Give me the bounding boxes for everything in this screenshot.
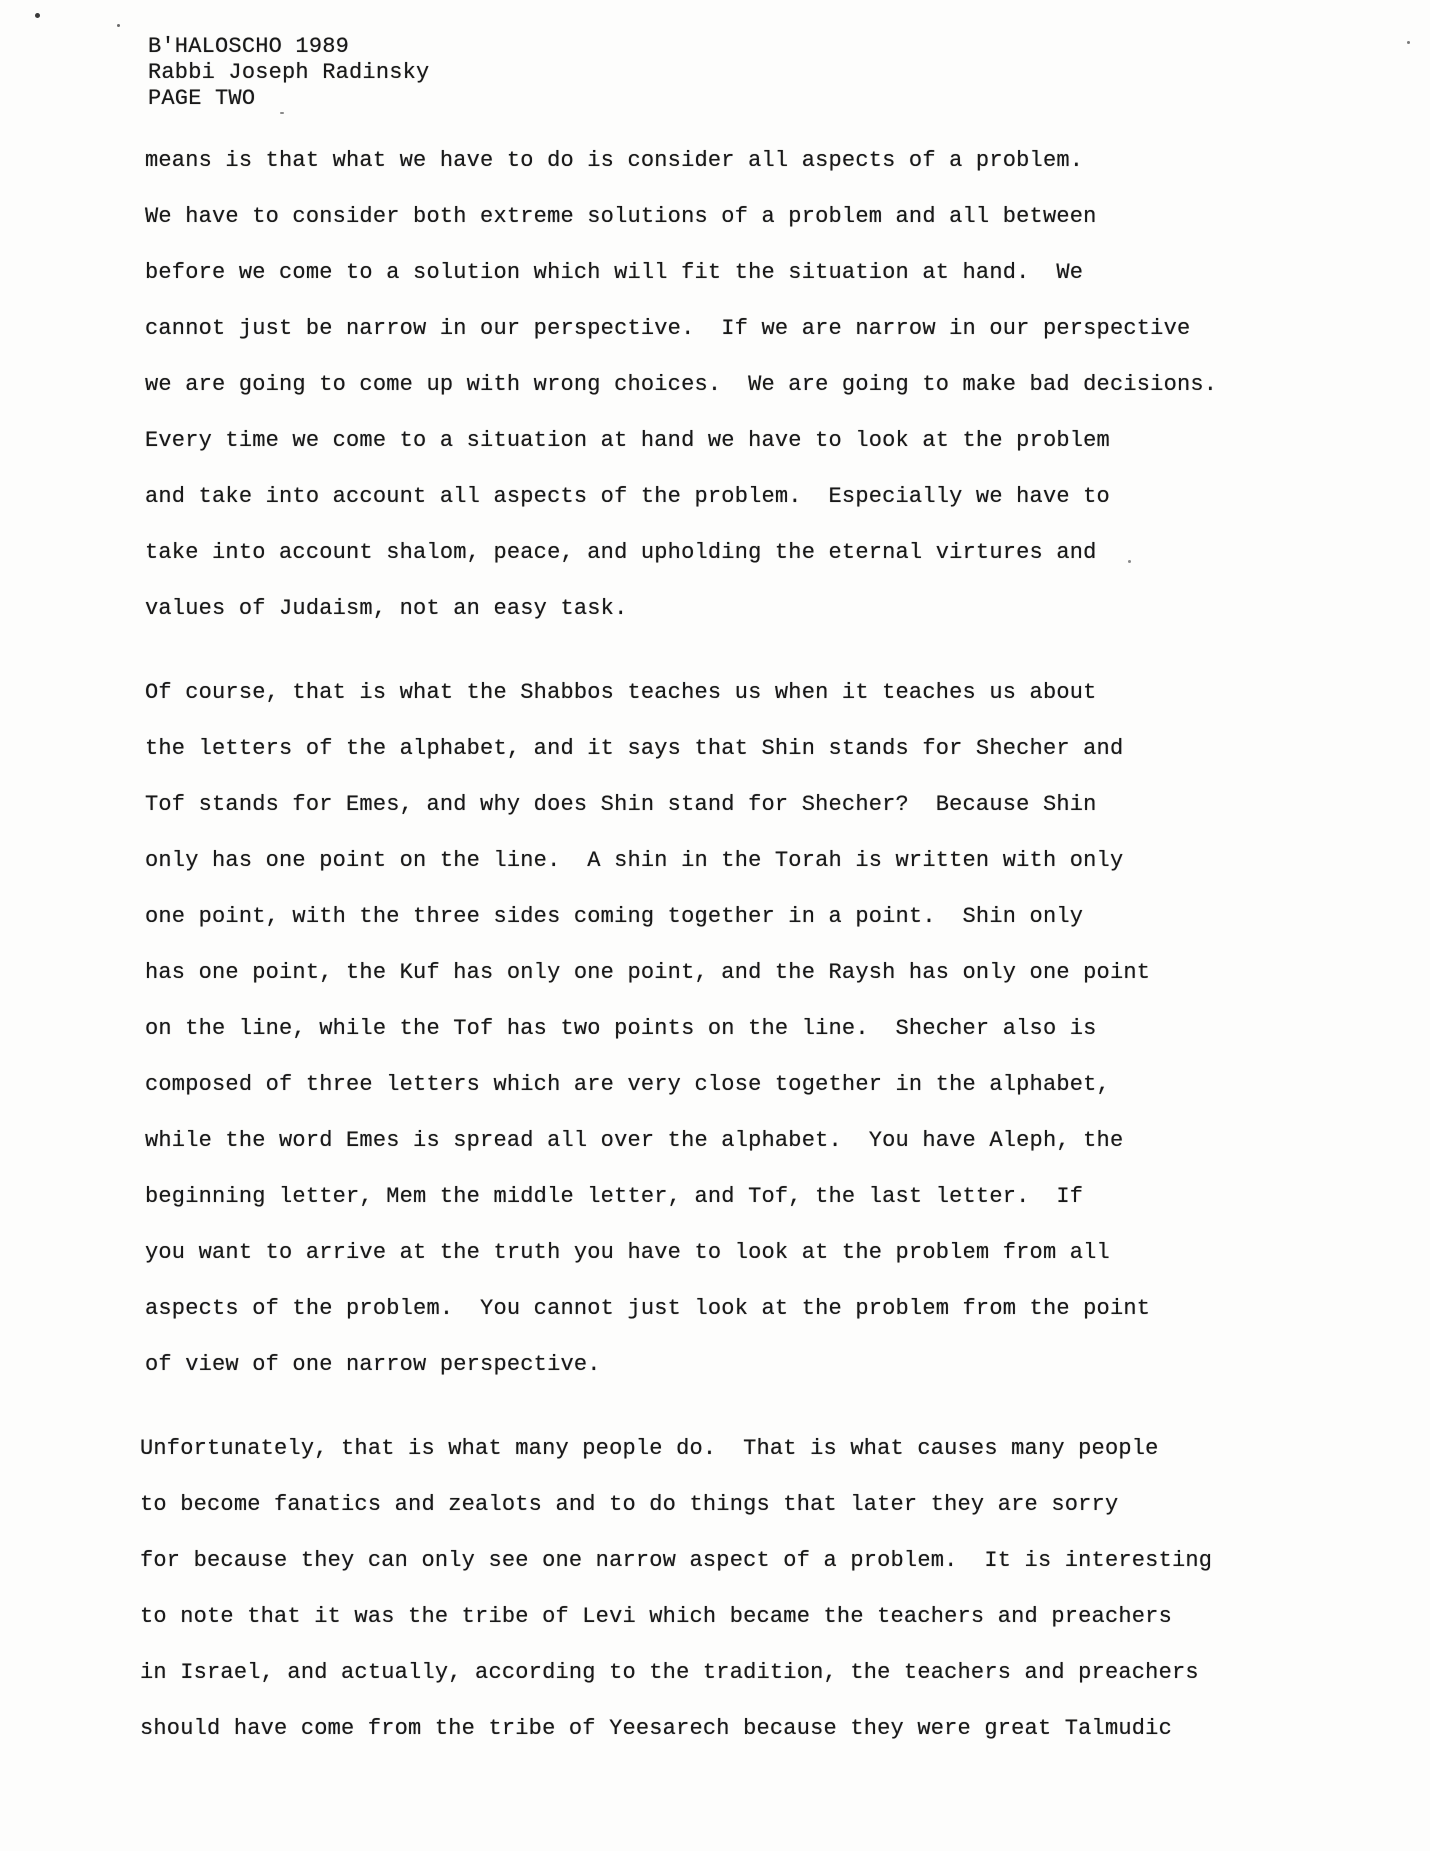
text-line: to become fanatics and zealots and to do things that later they are sorry — [140, 1492, 1119, 1517]
paragraph-2 — [145, 665, 1150, 1393]
text-line: we are going to come up with wrong choices. We are going to make bad decisions. — [145, 372, 1218, 397]
text-line: the letters of the alphabet, and it says that Shin stands for Shecher and — [145, 736, 1124, 761]
text-line: We have to consider both extreme solutions of a problem and all between — [145, 204, 1097, 229]
text-line: only has one point on the line. A shin in the Torah is written with only — [145, 848, 1124, 873]
text-line: of view of one narrow perspective. — [145, 1352, 601, 1377]
text-line: in Israel, and actually, according to the tradition, the teachers and preachers — [140, 1660, 1199, 1685]
text-line: should have come from the tribe of Yeesarech because they were great Talmudic — [140, 1716, 1172, 1741]
text-line: has one point, the Kuf has only one point, and the Raysh has only one point — [145, 960, 1151, 985]
scan-artifact — [1407, 41, 1410, 44]
text-line: to note that it was the tribe of Levi which became the teachers and preachers — [140, 1604, 1172, 1629]
header-title: B'HALOSCHO 1989 — [148, 34, 350, 59]
scan-artifact — [35, 13, 40, 18]
text-line: Every time we come to a situation at hand we have to look at the problem — [145, 428, 1110, 453]
text-line: take into account shalom, peace, and upholding the eternal virtures and — [145, 540, 1097, 565]
text-line: on the line, while the Tof has two points on the line. Shecher also is — [145, 1016, 1097, 1041]
text-line: Of course, that is what the Shabbos teaches us when it teaches us about — [145, 680, 1097, 705]
text-line: while the word Emes is spread all over the alphabet. You have Aleph, the — [145, 1128, 1124, 1153]
header-page-number: PAGE TWO — [148, 86, 256, 111]
text-line: one point, with the three sides coming together in a point. Shin only — [145, 904, 1084, 929]
text-line: means is that what we have to do is consider all aspects of a problem. — [145, 148, 1084, 173]
scan-artifact — [117, 24, 120, 27]
text-line: Tof stands for Emes, and why does Shin stand for Shecher? Because Shin — [145, 792, 1097, 817]
text-line: aspects of the problem. You cannot just look at the problem from the point — [145, 1296, 1151, 1321]
text-line: you want to arrive at the truth you have to look at the problem from all — [145, 1240, 1110, 1265]
text-line: beginning letter, Mem the middle letter, and Tof, the last letter. If — [145, 1184, 1084, 1209]
text-line: values of Judaism, not an easy task. — [145, 596, 628, 621]
text-line: before we come to a solution which will fit the situation at hand. We — [145, 260, 1084, 285]
header-author: Rabbi Joseph Radinsky — [148, 60, 430, 85]
text-line: Unfortunately, that is what many people do. That is what causes many people — [140, 1436, 1159, 1461]
paragraph-1 — [145, 133, 1217, 637]
text-line: cannot just be narrow in our perspective. If we are narrow in our perspective — [145, 316, 1191, 341]
text-line: and take into account all aspects of the problem. Especially we have to — [145, 484, 1110, 509]
scan-artifact — [280, 112, 284, 114]
text-line: composed of three letters which are very close together in the alphabet, — [145, 1072, 1110, 1097]
text-line: for because they can only see one narrow aspect of a problem. It is interesting — [140, 1548, 1213, 1573]
paragraph-3 — [140, 1421, 1212, 1757]
page-header — [148, 34, 429, 112]
